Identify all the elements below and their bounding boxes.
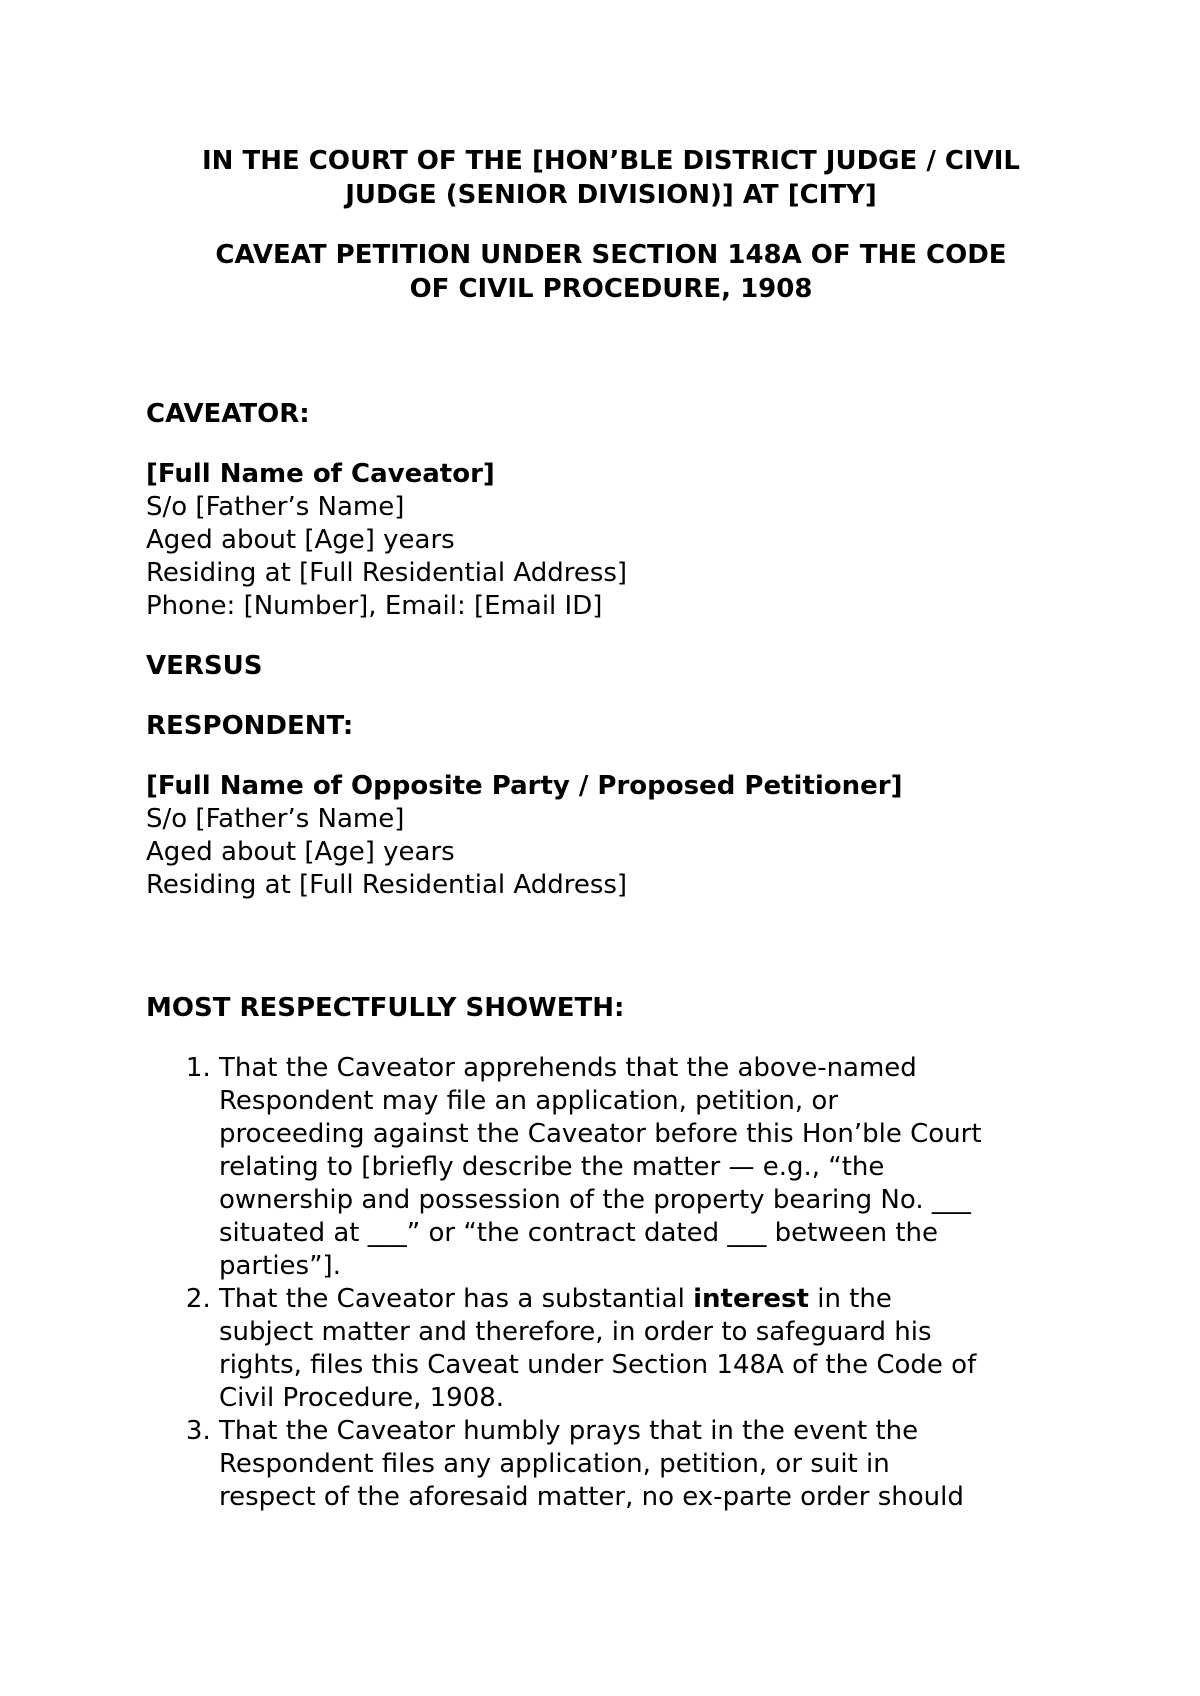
prayer-item-3: [219, 1415, 1076, 1514]
prayer-1-line: situated at ___” or “the contract dated ___ between the: [219, 1218, 938, 1248]
prayer-2-text-before: That the Caveator has a substantial: [219, 1284, 694, 1314]
caveator-heading: CAVEATOR:: [146, 399, 310, 429]
caveator-address: Residing at [Full Residential Address]: [146, 558, 628, 588]
prayer-1-line: proceeding against the Caveator before this Hon’ble Court: [219, 1119, 982, 1149]
respondent-name: [Full Name of Opposite Party / Proposed Petitioner]: [146, 771, 903, 801]
prayer-item-2: [219, 1283, 1076, 1415]
versus-label: VERSUS: [146, 651, 263, 681]
petition-title-line-2: OF CIVIL PROCEDURE, 1908: [409, 274, 813, 304]
respondent-details: [146, 770, 1076, 902]
prayer-3-line: respect of the aforesaid matter, no ex-parte order should: [219, 1482, 964, 1512]
prayer-list: [146, 1052, 1076, 1514]
court-title-line-2: JUDGE (SENIOR DIVISION)] AT [CITY]: [345, 180, 877, 210]
prayer-1-line: ownership and possession of the property bearing No. ___: [219, 1185, 971, 1215]
prayer-3-line: Respondent files any application, petition, or suit in: [219, 1449, 890, 1479]
prayer-item-1: [219, 1052, 1076, 1283]
document-content: [146, 144, 1076, 1514]
prayer-1-line: 1. That the Caveator apprehends that the above-named: [219, 1053, 917, 1083]
respondent-heading: RESPONDENT:: [146, 711, 354, 741]
prayer-2-line: Civil Procedure, 1908.: [219, 1383, 505, 1413]
prayer-3-line: 3. That the Caveator humbly prays that in the event the: [219, 1416, 919, 1446]
caveator-age: Aged about [Age] years: [146, 525, 455, 555]
caveator-name: [Full Name of Caveator]: [146, 459, 495, 489]
caveator-details: [146, 458, 1076, 623]
prayer-2-line: rights, files this Caveat under Section 148A of the Code of: [219, 1350, 977, 1380]
respondent-address: Residing at [Full Residential Address]: [146, 870, 628, 900]
prayer-1-line: relating to [briefly describe the matter — e.g., “the: [219, 1152, 885, 1182]
court-title: [146, 144, 1076, 212]
caveator-relation: S/o [Father’s Name]: [146, 492, 405, 522]
respondent-age: Aged about [Age] years: [146, 837, 455, 867]
petition-title: [146, 238, 1076, 306]
respondent-relation: S/o [Father’s Name]: [146, 804, 405, 834]
prayer-2-line: subject matter and therefore, in order to safeguard his: [219, 1317, 932, 1347]
prayer-2-text-after: in the: [808, 1284, 892, 1314]
petition-title-line-1: CAVEAT PETITION UNDER SECTION 148A OF THE CODE: [215, 240, 1007, 270]
court-title-line-1: IN THE COURT OF THE [HON’BLE DISTRICT JUDGE / CIVIL: [202, 146, 1020, 176]
showeth-heading: MOST RESPECTFULLY SHOWETH:: [146, 993, 625, 1023]
prayer-2-first-line: [219, 1283, 1076, 1316]
prayer-1-line: parties”].: [219, 1251, 341, 1281]
prayer-1-line: Respondent may file an application, petition, or: [219, 1086, 839, 1116]
prayer-2-bold-interest: interest: [693, 1284, 809, 1314]
caveator-contact: Phone: [Number], Email: [Email ID]: [146, 591, 603, 621]
